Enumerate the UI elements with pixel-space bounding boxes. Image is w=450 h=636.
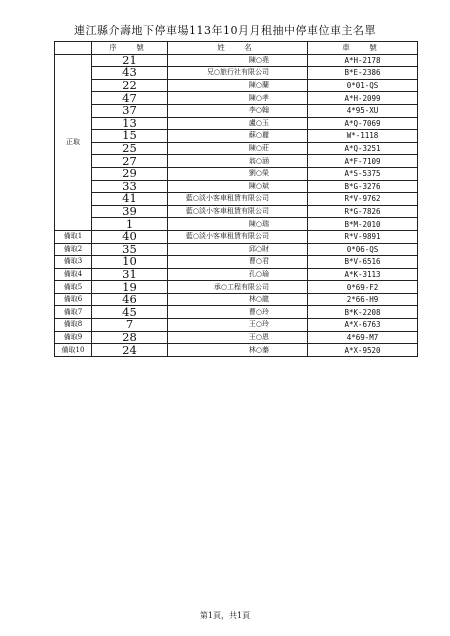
category-label-waitlist: 備取7: [55, 306, 92, 319]
owner-name: 曹○君: [168, 256, 308, 269]
owner-name: 陳○莊: [168, 142, 308, 155]
owner-name: 藍○淡小客車租賃有限公司: [168, 230, 308, 243]
category-label-waitlist: 備取2: [55, 243, 92, 256]
plate-number: 2*66-H9: [308, 293, 418, 306]
plate-number: A*F-7109: [308, 155, 418, 168]
owner-name: 王○恩: [168, 331, 308, 344]
table-row: [55, 67, 418, 80]
header-category: [55, 42, 92, 55]
draw-number: 13: [92, 117, 168, 130]
category-label-main: 正取: [55, 54, 92, 230]
draw-number: 33: [92, 180, 168, 193]
table-body: [55, 54, 418, 356]
table-row: [55, 306, 418, 319]
plate-number: A*S-5375: [308, 167, 418, 180]
plate-number: A*Q-3251: [308, 142, 418, 155]
plate-number: B*E-2386: [308, 67, 418, 80]
owner-name: 邱○財: [168, 243, 308, 256]
page-footer: 第1頁，共1頁: [199, 611, 251, 620]
plate-number: B*M-2010: [308, 218, 418, 231]
owner-name: 藍○淡小客車租賃有限公司: [168, 193, 308, 206]
header-name: 姓 名: [168, 42, 308, 55]
plate-number: B*K-2208: [308, 306, 418, 319]
owner-name: 孔○瑜: [168, 268, 308, 281]
category-label-waitlist: 備取4: [55, 268, 92, 281]
table-row: [55, 142, 418, 155]
winner-table: [54, 41, 418, 357]
owner-name: 曹○玲: [168, 306, 308, 319]
draw-number: 15: [92, 130, 168, 143]
table-row: [55, 104, 418, 117]
plate-number: 0*69-F2: [308, 281, 418, 294]
table-header-row: [55, 42, 418, 55]
plate-number: A*H-2099: [308, 92, 418, 105]
owner-name: 陳○蘭: [168, 79, 308, 92]
draw-number: 21: [92, 54, 168, 67]
draw-number: 19: [92, 281, 168, 294]
table-row: [55, 205, 418, 218]
draw-number: 27: [92, 155, 168, 168]
draw-number: 28: [92, 331, 168, 344]
table-row: [55, 256, 418, 269]
table-row: [55, 79, 418, 92]
owner-name: 陳○堯: [168, 54, 308, 67]
owner-name: 蘇○麗: [168, 130, 308, 143]
draw-number: 7: [92, 319, 168, 332]
draw-number: 35: [92, 243, 168, 256]
owner-name: 林○蓁: [168, 344, 308, 357]
table-row: [55, 193, 418, 206]
draw-number: 29: [92, 167, 168, 180]
draw-number: 40: [92, 230, 168, 243]
table-row: [55, 331, 418, 344]
owner-name: 劉○榮: [168, 167, 308, 180]
plate-number: A*H-2178: [308, 54, 418, 67]
table-row: [55, 167, 418, 180]
owner-name: 李○翰: [168, 104, 308, 117]
owner-name: 陳○斌: [168, 180, 308, 193]
draw-number: 31: [92, 268, 168, 281]
table-row: [55, 281, 418, 294]
owner-name: 陳○孝: [168, 92, 308, 105]
table-row: [55, 293, 418, 306]
table-row: [55, 344, 418, 357]
draw-number: 37: [92, 104, 168, 117]
draw-number: 10: [92, 256, 168, 269]
plate-number: 0*01-QS: [308, 79, 418, 92]
category-label-waitlist: 備取6: [55, 293, 92, 306]
header-number: 序 號: [92, 42, 168, 55]
owner-name: 藍○淡小客車租賃有限公司: [168, 205, 308, 218]
category-label-waitlist: 備取10: [55, 344, 92, 357]
plate-number: A*K-3113: [308, 268, 418, 281]
table-row: [55, 218, 418, 231]
draw-number: 45: [92, 306, 168, 319]
plate-number: 0*06-QS: [308, 243, 418, 256]
draw-number: 25: [92, 142, 168, 155]
owner-name: 王○玲: [168, 319, 308, 332]
owner-name: 陳○瑞: [168, 218, 308, 231]
document-title: 連江縣介壽地下停車場113年10月月租抽中停車位車主名單: [74, 24, 376, 37]
draw-number: 43: [92, 67, 168, 80]
header-plate: 車 號: [308, 42, 418, 55]
plate-number: 4*69-M7: [308, 331, 418, 344]
table-row: [55, 92, 418, 105]
owner-name: 兄○旅行社有限公司: [168, 67, 308, 80]
category-label-waitlist: 備取8: [55, 319, 92, 332]
draw-number: 39: [92, 205, 168, 218]
draw-number: 47: [92, 92, 168, 105]
plate-number: R*V-9762: [308, 193, 418, 206]
draw-number: 22: [92, 79, 168, 92]
plate-number: A*Q-7069: [308, 117, 418, 130]
owner-name: 盧○玉: [168, 117, 308, 130]
plate-number: R*G-7826: [308, 205, 418, 218]
owner-name: 翁○涵: [168, 155, 308, 168]
plate-number: A*X-9520: [308, 344, 418, 357]
category-label-waitlist: 備取9: [55, 331, 92, 344]
plate-number: B*G-3276: [308, 180, 418, 193]
owner-name: 承○工程有限公司: [168, 281, 308, 294]
table-row: [55, 117, 418, 130]
category-label-waitlist: 備取5: [55, 281, 92, 294]
draw-number: 24: [92, 344, 168, 357]
category-label-waitlist: 備取3: [55, 256, 92, 269]
table-row: [55, 319, 418, 332]
plate-number: W*-1118: [308, 130, 418, 143]
draw-number: 1: [92, 218, 168, 231]
plate-number: 4*95-XU: [308, 104, 418, 117]
table-row: [55, 130, 418, 143]
draw-number: 41: [92, 193, 168, 206]
table-row: [55, 155, 418, 168]
table-row: [55, 54, 418, 67]
owner-name: 林○龍: [168, 293, 308, 306]
table-row: [55, 268, 418, 281]
table-row: [55, 230, 418, 243]
plate-number: B*V-6516: [308, 256, 418, 269]
table-row: [55, 243, 418, 256]
table-row: [55, 180, 418, 193]
plate-number: R*V-9891: [308, 230, 418, 243]
category-label-waitlist: 備取1: [55, 230, 92, 243]
plate-number: A*X-6763: [308, 319, 418, 332]
draw-number: 46: [92, 293, 168, 306]
